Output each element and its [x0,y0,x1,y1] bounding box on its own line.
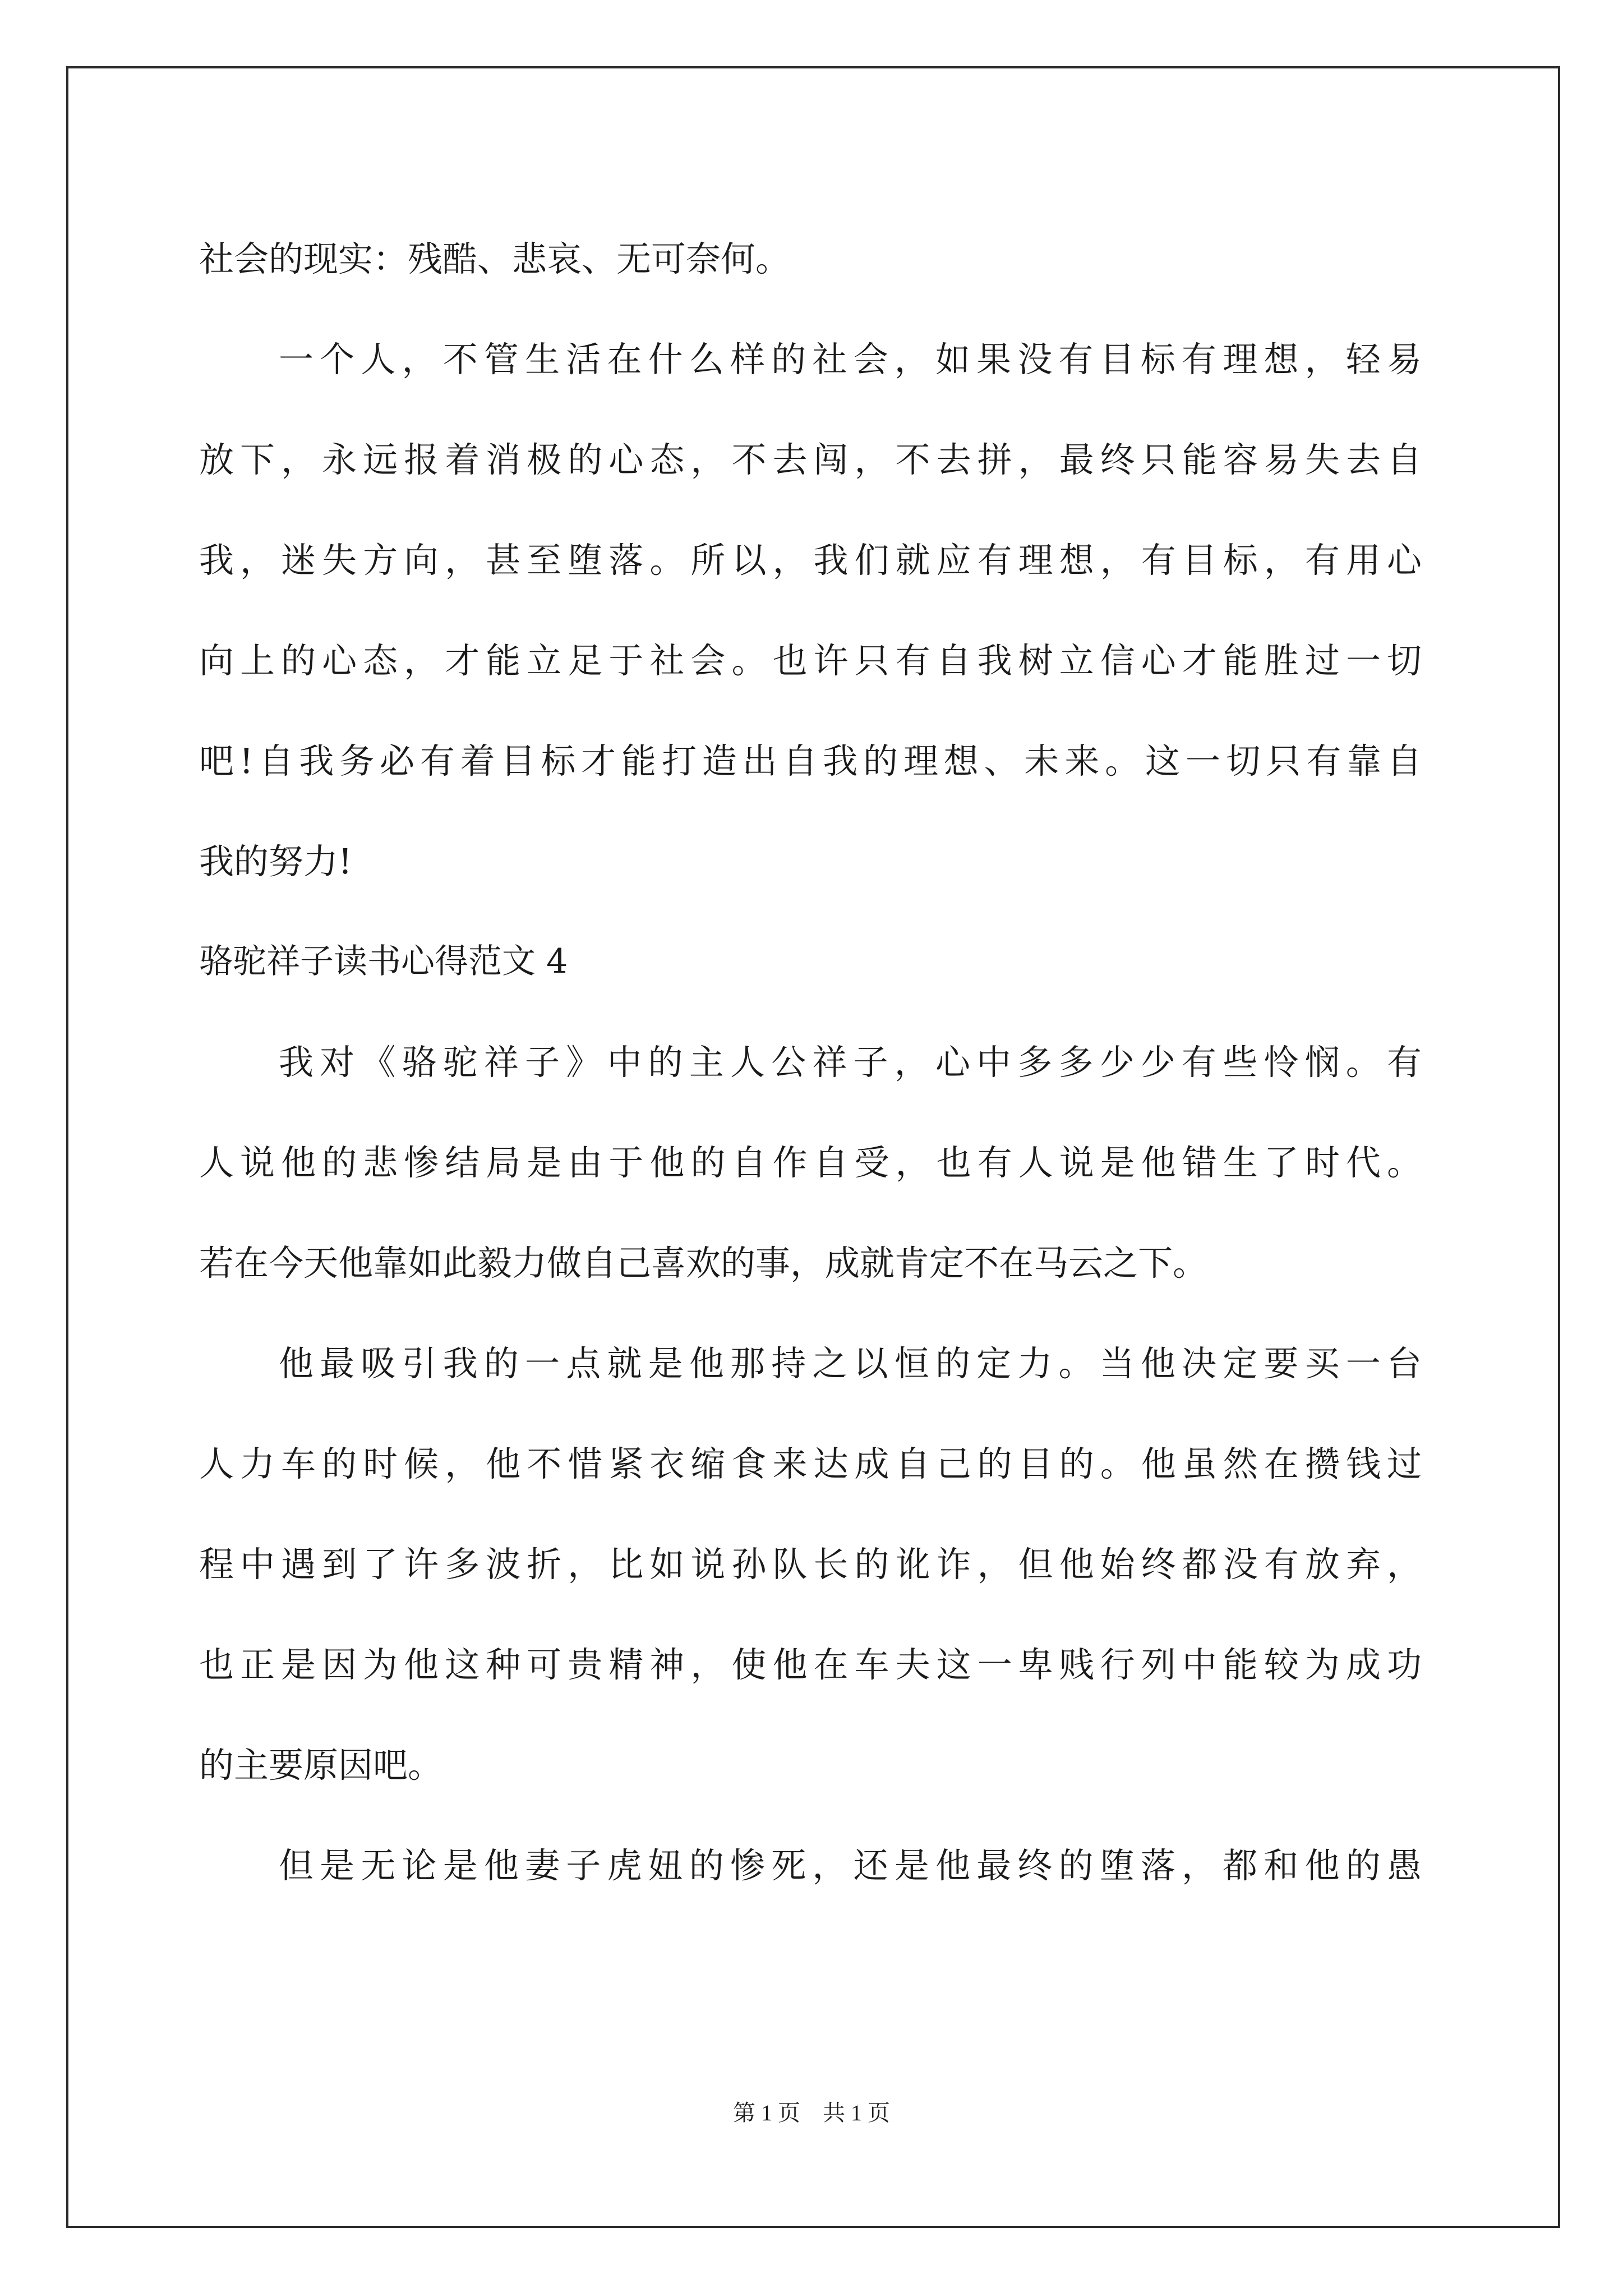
text-line: 向上的心态，才能立足于社会。也许只有自我树立信心才能胜过一切 [199,640,1422,681]
section-heading: 骆驼祥子读书心得范文 4 [199,942,568,981]
page-total: 共 1 页 [823,2100,890,2125]
page-footer [0,2095,1623,2127]
text-line: 他最吸引我的一点就是他那持之以恒的定力。当他决定要买一台 [279,1343,1422,1384]
document-body [199,209,1422,1916]
text-line: 若在今天他靠如此毅力做自己喜欢的事，成就肯定不在马云之下。 [199,1243,1208,1283]
text-line: 人说他的悲惨结局是由于他的自作自受，也有人说是他错生了时代。 [199,1142,1422,1183]
text-line: 也正是因为他这种可贵精神，使他在车夫这一卑贱行列中能较为成功 [199,1644,1422,1685]
text-line: 社会的现实：残酷、悲哀、无可奈何。 [199,238,791,279]
text-line: 的主要原因吧。 [199,1745,443,1786]
text-line: 吧!自我务必有着目标才能打造出自我的理想、未来。这一切只有靠自 [199,740,1422,781]
text-line: 一个人，不管生活在什么样的社会，如果没有目标有理想，轻易 [279,339,1422,380]
page-number: 第 1 页 [733,2100,800,2125]
text-line: 我的努力! [199,841,352,882]
text-line: 我，迷失方向，甚至堕落。所以，我们就应有理想，有目标，有用心 [199,540,1422,581]
text-line: 放下，永远报着消极的心态，不去闯，不去拼，最终只能容易失去自 [199,439,1422,480]
text-line: 我对《骆驼祥子》中的主人公祥子，心中多多少少有些怜悯。有 [279,1042,1422,1083]
text-line: 但是无论是他妻子虎妞的惨死，还是他最终的堕落，都和他的愚 [279,1845,1422,1886]
text-line: 人力车的时候，他不惜紧衣缩食来达成自己的目的。他虽然在攒钱过 [199,1443,1422,1484]
text-line: 程中遇到了许多波折，比如说孙队长的讹诈，但他始终都没有放弃， [199,1544,1422,1585]
